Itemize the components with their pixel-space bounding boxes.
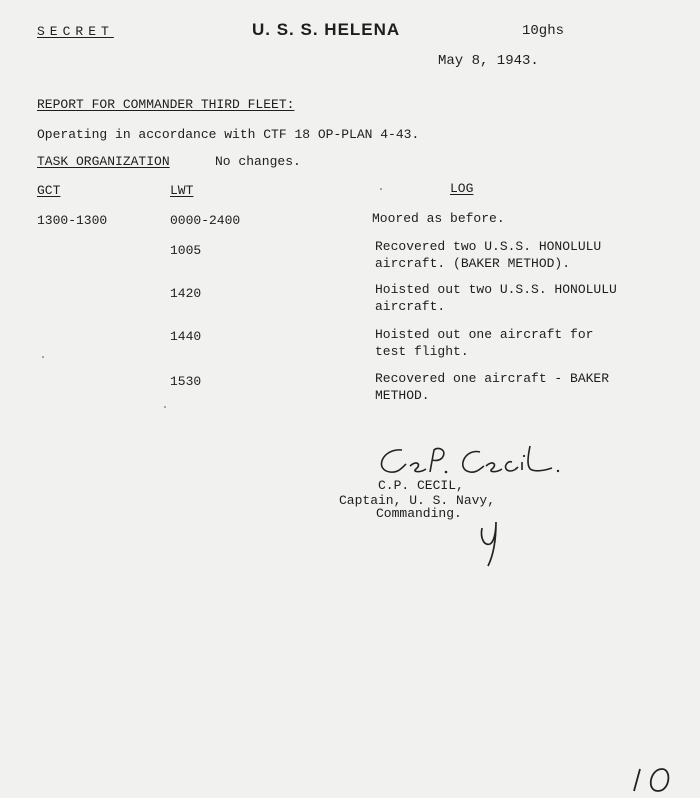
signatory-title: Commanding. xyxy=(376,506,462,521)
lwt-cell: 1005 xyxy=(170,243,202,258)
ship-title: U. S. S. HELENA xyxy=(252,20,401,39)
log-entry-line1: Recovered one aircraft - BAKER xyxy=(375,371,610,386)
scan-speck xyxy=(380,188,382,190)
task-organization-value: No changes. xyxy=(215,154,301,169)
gct-cell: 1300-1300 xyxy=(37,213,108,228)
report-date: May 8, 1943. xyxy=(438,53,539,69)
log-entry-line2: METHOD. xyxy=(375,388,430,403)
log-entry: Moored as before. xyxy=(372,211,505,226)
log-entry-line1: Recovered two U.S.S. HONOLULU xyxy=(375,239,602,254)
lwt-cell: 1440 xyxy=(170,329,202,344)
operating-statement: Operating in accordance with CTF 18 OP-PLAN 4-43. xyxy=(37,127,420,142)
log-entry-line1: Hoisted out two U.S.S. HONOLULU xyxy=(375,282,617,297)
log-entry-line2: test flight. xyxy=(375,344,469,359)
column-header-lwt: LWT xyxy=(170,183,194,198)
file-mark: 10ghs xyxy=(522,23,565,39)
page-number xyxy=(630,765,680,795)
scan-speck xyxy=(42,356,44,358)
log-entry-line1: Hoisted out one aircraft for xyxy=(375,327,594,342)
report-recipient: REPORT FOR COMMANDER THIRD FLEET: xyxy=(37,97,295,112)
column-header-log: LOG xyxy=(450,181,474,196)
log-entry-line2: aircraft. (BAKER METHOD). xyxy=(375,256,571,271)
classification-mark: SECRET xyxy=(37,24,114,39)
scan-speck xyxy=(164,406,166,408)
column-header-gct: GCT xyxy=(37,183,61,198)
lwt-cell: 0000-2400 xyxy=(170,213,241,228)
lwt-cell: 1420 xyxy=(170,286,202,301)
handwritten-initial xyxy=(476,518,506,570)
log-entry-line2: aircraft. xyxy=(375,299,446,314)
lwt-cell: 1530 xyxy=(170,374,202,389)
signatory-rank: Captain, U. S. Navy, xyxy=(339,493,496,508)
signatory-name: C.P. CECIL, xyxy=(378,478,464,493)
task-organization-label: TASK ORGANIZATION xyxy=(37,154,170,169)
handwritten-signature xyxy=(372,442,562,482)
